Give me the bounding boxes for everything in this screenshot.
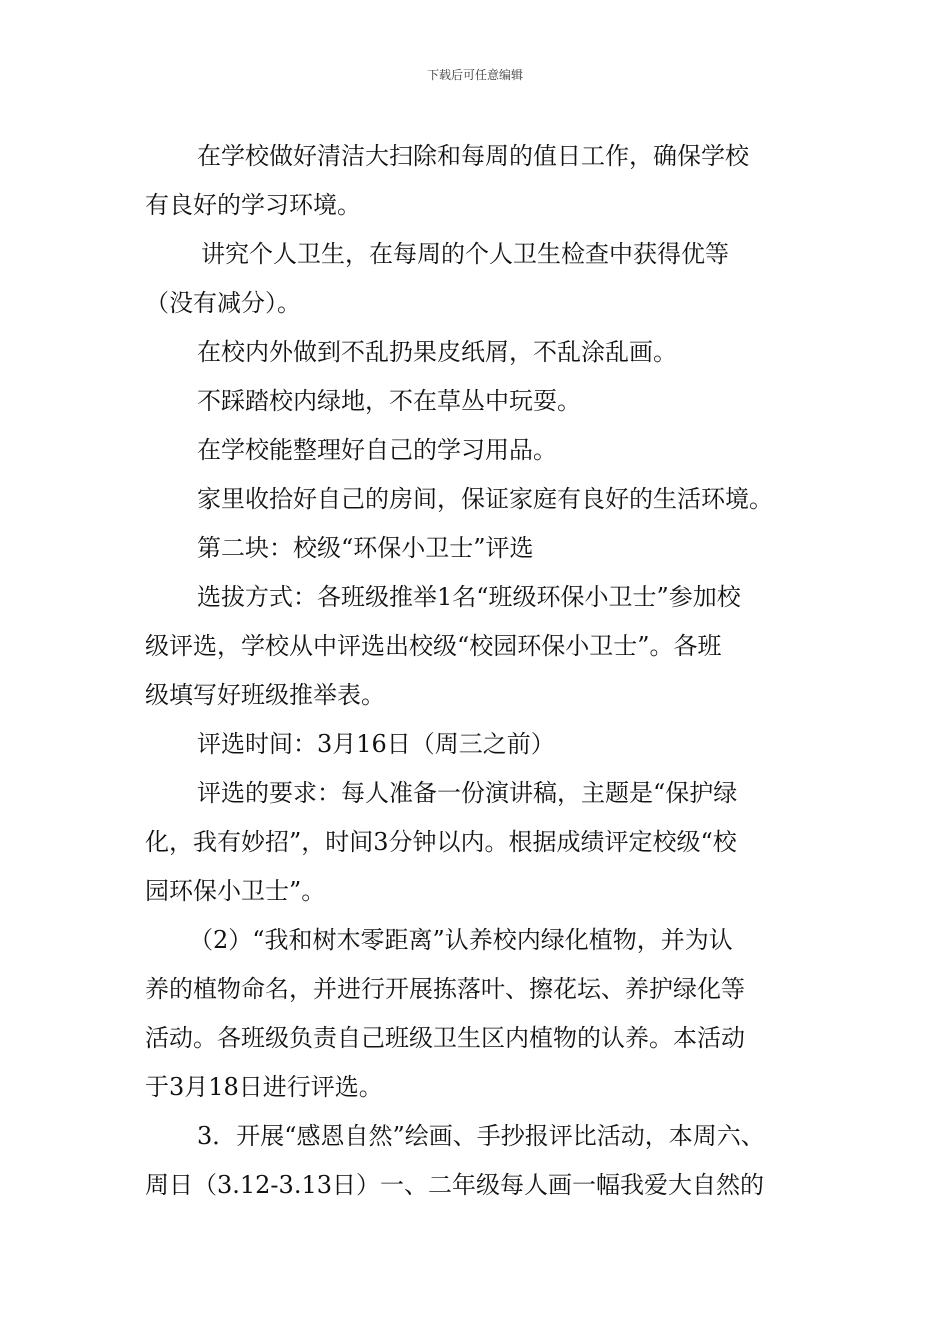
paragraph-line: 在学校做好清洁大扫除和每周的值日工作，确保学校: [197, 142, 749, 170]
paragraph-line: 级评选，学校从中评选出校级“校园环保小卫士”。各班: [145, 632, 722, 660]
paragraph-line: 在学校能整理好自己的学习用品。: [197, 436, 557, 464]
document-body: [145, 132, 825, 1210]
paragraph-line: （没有减分）。: [145, 289, 301, 317]
paragraph-line: 园环保小卫士”。: [145, 877, 326, 905]
paragraph-line: 有良好的学习环境。: [145, 191, 361, 219]
paragraph-line: 周日（3.12-3.13日）一、二年级每人画一幅我爱大自然的: [145, 1171, 764, 1199]
paragraph-line: 讲究个人卫生，在每周的个人卫生检查中获得优等: [201, 240, 729, 268]
paragraph-line: 化，我有妙招”，时间3分钟以内。根据成绩评定校级“校: [145, 828, 737, 856]
paragraph-line: 选拔方式：各班级推举1名“班级环保小卫士”参加校: [197, 583, 741, 611]
paragraph-line: 评选的要求：每人准备一份演讲稿，主题是“保护绿: [197, 779, 738, 807]
paragraph-line: 不踩踏校内绿地，不在草丛中玩耍。: [197, 387, 581, 415]
paragraph-line: 在校内外做到不乱扔果皮纸屑，不乱涂乱画。: [197, 338, 677, 366]
page-header: 下载后可任意编辑: [426, 68, 523, 82]
paragraph-line: 家里收拾好自己的房间，保证家庭有良好的生活环境。: [197, 485, 773, 513]
paragraph-line: 活动。各班级负责自己班级卫生区内植物的认养。本活动: [145, 1024, 745, 1052]
paragraph-line: 于3月18日进行评选。: [145, 1073, 383, 1101]
paragraph-line: 3．开展“感恩自然”绘画、手抄报评比活动，本周六、: [197, 1122, 765, 1150]
section-heading: 第二块：校级“环保小卫士”评选: [197, 534, 534, 562]
paragraph-line: （2）“我和树木零距离”认养校内绿化植物，并为认: [189, 926, 733, 954]
paragraph-line: 养的植物命名，并进行开展拣落叶、擦花坛、养护绿化等: [145, 975, 745, 1003]
paragraph-line: 级填写好班级推举表。: [145, 681, 385, 709]
paragraph-line: 评选时间：3月16日（周三之前）: [197, 730, 555, 758]
